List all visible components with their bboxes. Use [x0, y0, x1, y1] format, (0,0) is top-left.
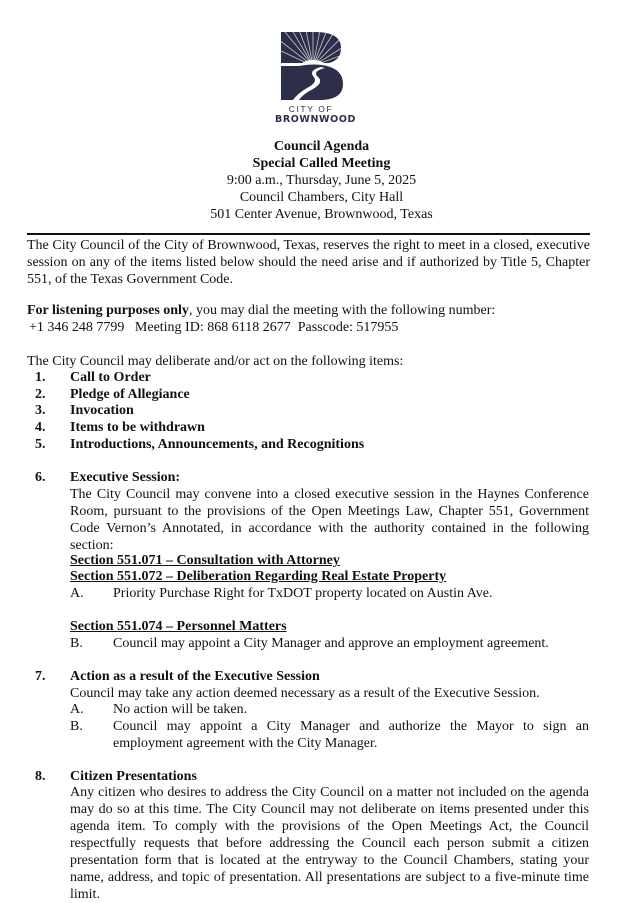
logo-city-name: BROWNWOOD: [275, 114, 356, 125]
item-title: Items to be withdrawn: [70, 420, 205, 435]
item-title: Action as a result of the Executive Session: [70, 669, 320, 684]
subitem-text: Council may appoint a City Manager and approve an employment agreement.: [113, 636, 549, 651]
item-number: 3.: [35, 403, 46, 418]
logo-city-of: CITY OF: [288, 104, 334, 114]
meeting-id: Meeting ID: 868 6118 2677: [134, 320, 291, 335]
item-number: 5.: [35, 437, 46, 452]
meeting-location: Council Chambers, City Hall: [239, 190, 404, 205]
dial-in-phone: +1 346 248 7799: [29, 320, 125, 335]
agenda-title: Council Agenda: [273, 139, 370, 154]
item-title: Pledge of Allegiance: [70, 387, 190, 402]
header-divider: [27, 233, 590, 235]
item-title: Introductions, Announcements, and Recognitions: [70, 437, 365, 452]
subitem-letter: B.: [70, 719, 83, 734]
item-description: The City Council may convene into a closed executive session in the Haynes Conference Room, pursuant to the provisions of the Open Meetings Law, Chapter 551, Government Code Vernon’s Annotated, in accordance with the authority contained in the following section:: [70, 487, 589, 553]
item-number: 6.: [35, 470, 46, 485]
subitem-text: No action will be taken.: [113, 702, 248, 717]
subitem-text: Priority Purchase Right for TxDOT property located on Austin Ave.: [113, 586, 493, 601]
section-heading: Section 551.074 – Personnel Matters: [70, 619, 287, 634]
item-number: 4.: [35, 420, 46, 435]
subitem-letter: A.: [70, 702, 84, 717]
item-title: Invocation: [70, 403, 134, 418]
meeting-datetime: 9:00 a.m., Thursday, June 5, 2025: [226, 173, 417, 188]
item-description: Council may take any action deemed necessary as a result of the Executive Session.: [70, 686, 540, 701]
item-title: Citizen Presentations: [70, 769, 197, 784]
item-number: 8.: [35, 769, 46, 784]
item-number: 7.: [35, 669, 46, 684]
item-description: Any citizen who desires to address the City Council on a matter not included on the agenda may do so at this time. The City Council may not deliberate on items presented under this agenda item. To comply with the provisions of the Open Meetings Act, the Council respectfully requests that before addressing the Council each person submit a citizen presentation form that is located at the entryway to the Council Chambers, stating your name, address, and topic of presentation. All presentations are subject to a five-minute time limit.: [70, 785, 589, 902]
meeting-passcode: Passcode: 517955: [297, 320, 399, 335]
subitem-letter: B.: [70, 636, 83, 651]
executive-session-notice: The City Council of the City of Brownwood, Texas, reserves the right to meet in a closed, executive session on any of the items listed below should the need arise and if authorized by Title 5, Chapter 551, of the Texas Government Code.: [27, 238, 590, 287]
subitem-letter: A.: [70, 586, 84, 601]
city-logo: [275, 30, 356, 130]
item-number: 1.: [35, 370, 46, 385]
listening-bold-label: For listening purposes only: [27, 303, 189, 318]
meeting-address: 501 Center Avenue, Brownwood, Texas: [210, 207, 433, 222]
section-heading: Section 551.071 – Consultation with Attorney: [70, 553, 340, 568]
dial-in-details: [29, 319, 592, 336]
item-title: Call to Order: [70, 370, 151, 385]
item-title: Executive Session:: [70, 470, 181, 485]
meeting-type: Special Called Meeting: [252, 156, 391, 171]
subitem-text: Council may appoint a City Manager and authorize the Mayor to sign an employment agreement with the City Manager.: [113, 719, 589, 751]
brownwood-b-icon: [279, 30, 343, 102]
section-heading: Section 551.072 – Deliberation Regarding Real Estate Property: [70, 569, 447, 584]
listening-info: [27, 302, 590, 319]
agenda-header: [0, 138, 643, 223]
item-number: 2.: [35, 387, 46, 402]
deliberate-statement: The City Council may deliberate and/or act on the following items:: [27, 354, 404, 369]
listening-instruction: , you may dial the meeting with the following number:: [188, 303, 496, 318]
